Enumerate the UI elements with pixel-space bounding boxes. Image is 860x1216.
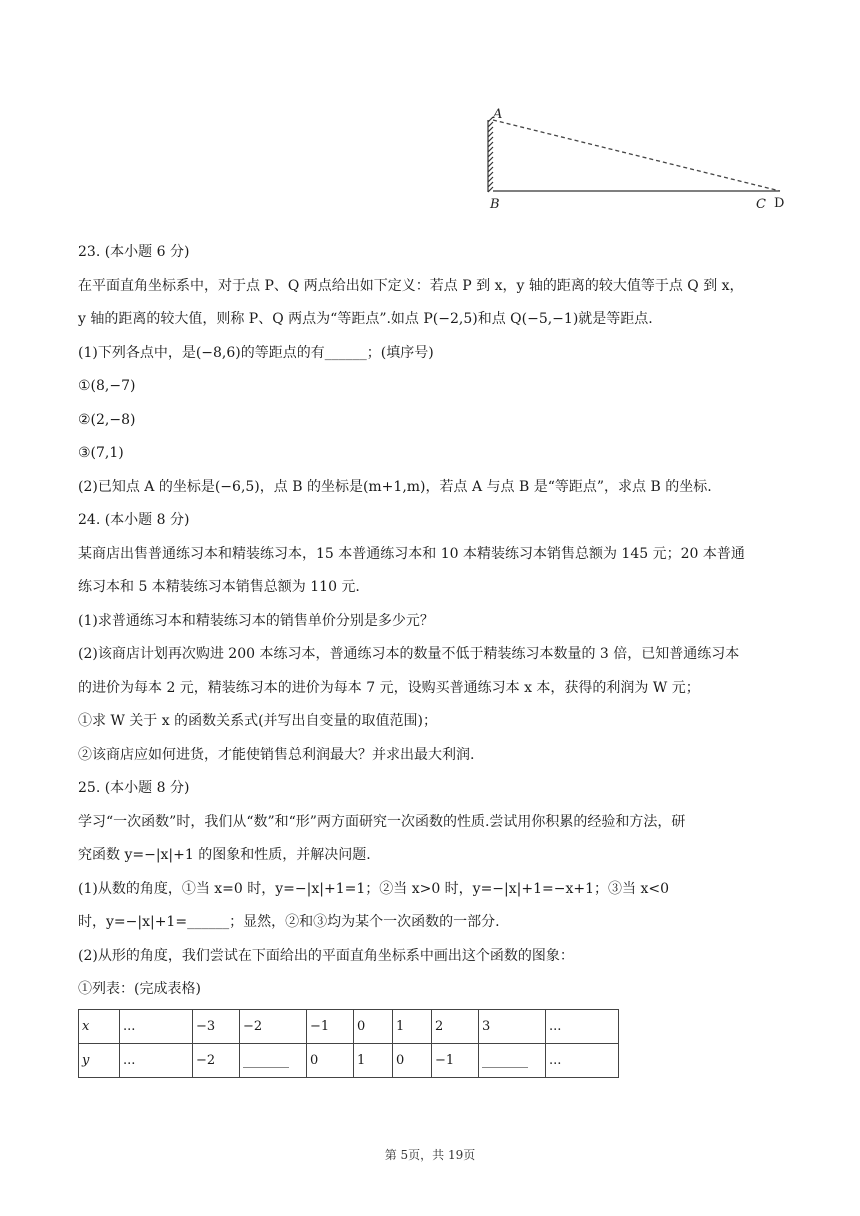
page-footer: 第 5页，共 19页	[384, 1148, 476, 1162]
table-cell: ...	[546, 1043, 619, 1077]
label-a: A	[493, 107, 503, 122]
table-cell: −3	[193, 1009, 240, 1043]
q25-part-1-line-1: (1)从数的角度，①当 x=0 时，y=−|x|+1=1；②当 x>0 时，y=−|x|+1=−x+1；③当 x<0	[78, 880, 669, 897]
table-cell: −2	[193, 1043, 240, 1077]
table-blank-cell	[240, 1043, 307, 1077]
q24-line-2: 练习本和 5 本精装练习本销售总额为 110 元.	[78, 579, 360, 595]
q24-header: 24. (本小题 8 分)	[78, 512, 190, 528]
table-cell: 1	[354, 1043, 393, 1077]
q23-option-2: ②(2,−8)	[78, 411, 136, 428]
label-b: B	[490, 197, 500, 212]
q24-part-1: (1)求普通练习本和精装练习本的销售单价分别是多少元？	[78, 612, 434, 629]
table-cell: 2	[432, 1009, 479, 1043]
q25-line-1: 学习“一次函数”时，我们从“数”和“形”两方面研究一次函数的性质.尝试用你积累的经验和方法，研	[78, 813, 686, 830]
table-cell: −1	[307, 1009, 354, 1043]
q25-part-2: (2)从形的角度，我们尝试在下面给出的平面直角坐标系中画出这个函数的图象：	[78, 947, 574, 964]
q23-part-1: (1)下列各点中，是(−8,6)的等距点的有______；(填序号)	[78, 344, 434, 361]
table-cell: ...	[546, 1009, 619, 1043]
table-cell: −2	[240, 1009, 307, 1043]
value-table	[78, 1009, 619, 1078]
q25-line-2: 究函数 y=−|x|+1 的图象和性质，并解决问题.	[78, 847, 371, 863]
q25-header: 25. (本小题 8 分)	[78, 780, 190, 796]
q25-part-1-line-2: 时，y=−|x|+1=______；显然，②和③均为某个一次函数的一部分.	[78, 914, 500, 930]
table-cell: y	[79, 1043, 120, 1077]
table-blank-cell	[479, 1043, 546, 1077]
table-cell: ...	[120, 1043, 193, 1077]
q24-line-1: 某商店出售普通练习本和精装练习本，15 本普通练习本和 10 本精装练习本销售总额为 145 元；20 本普通	[78, 545, 745, 562]
q23-line-1: 在平面直角坐标系中，对于点 P、Q 两点给出如下定义：若点 P 到 x，y 轴的距离的较大值等于点 Q 到 x，	[78, 277, 744, 294]
label-c: C	[756, 197, 766, 212]
label-d: D	[774, 196, 785, 211]
table-cell: x	[79, 1009, 120, 1043]
wall-hatching	[488, 117, 493, 192]
table-cell: 0	[393, 1043, 432, 1077]
q25-table-caption: ①列表：(完成表格)	[78, 981, 201, 997]
q23-option-3: ③(7,1)	[78, 445, 124, 461]
table-cell: 1	[393, 1009, 432, 1043]
q24-part-2-line-1: (2)该商店计划再次购进 200 本练习本，普通练习本的数量不低于精装练习本数量的 3 倍，已知普通练习本	[78, 646, 740, 662]
q24-part-2-line-2: 的进价为每本 2 元，精装练习本的进价为每本 7 元，设购买普通练习本 x 本，获得的利润为 W 元；	[78, 679, 700, 696]
q23-line-2: y 轴的距离的较大值，则称 P、Q 两点为“等距点”.如点 P(−2,5)和点 Q(−5,−1)就是等距点.	[78, 311, 653, 327]
table-row-y	[79, 1043, 619, 1077]
table-cell: 3	[479, 1009, 546, 1043]
answer-blank	[482, 1053, 528, 1068]
geometry-figure	[482, 100, 802, 212]
q23-header: 23. (本小题 6 分)	[78, 244, 190, 260]
question-content	[78, 236, 784, 1078]
table-cell: ...	[120, 1009, 193, 1043]
table-cell: 0	[307, 1043, 354, 1077]
q23-part-2: (2)已知点 A 的坐标是(−6,5)，点 B 的坐标是(m+1,m)，若点 A 与点 B 是“等距点”，求点 B 的坐标.	[78, 478, 712, 495]
table-cell: 0	[354, 1009, 393, 1043]
segment-ad-dashed	[493, 120, 780, 191]
table-cell: −1	[432, 1043, 479, 1077]
table-row-x	[79, 1009, 619, 1043]
q24-sub-1: ①求 W 关于 x 的函数关系式(并写出自变量的取值范围)；	[78, 713, 438, 729]
q24-sub-2: ②该商店应如何进货，才能使销售总利润最大？并求出最大利润.	[78, 746, 475, 763]
q23-option-1: ①(8,−7)	[78, 378, 136, 394]
answer-blank	[243, 1053, 289, 1068]
